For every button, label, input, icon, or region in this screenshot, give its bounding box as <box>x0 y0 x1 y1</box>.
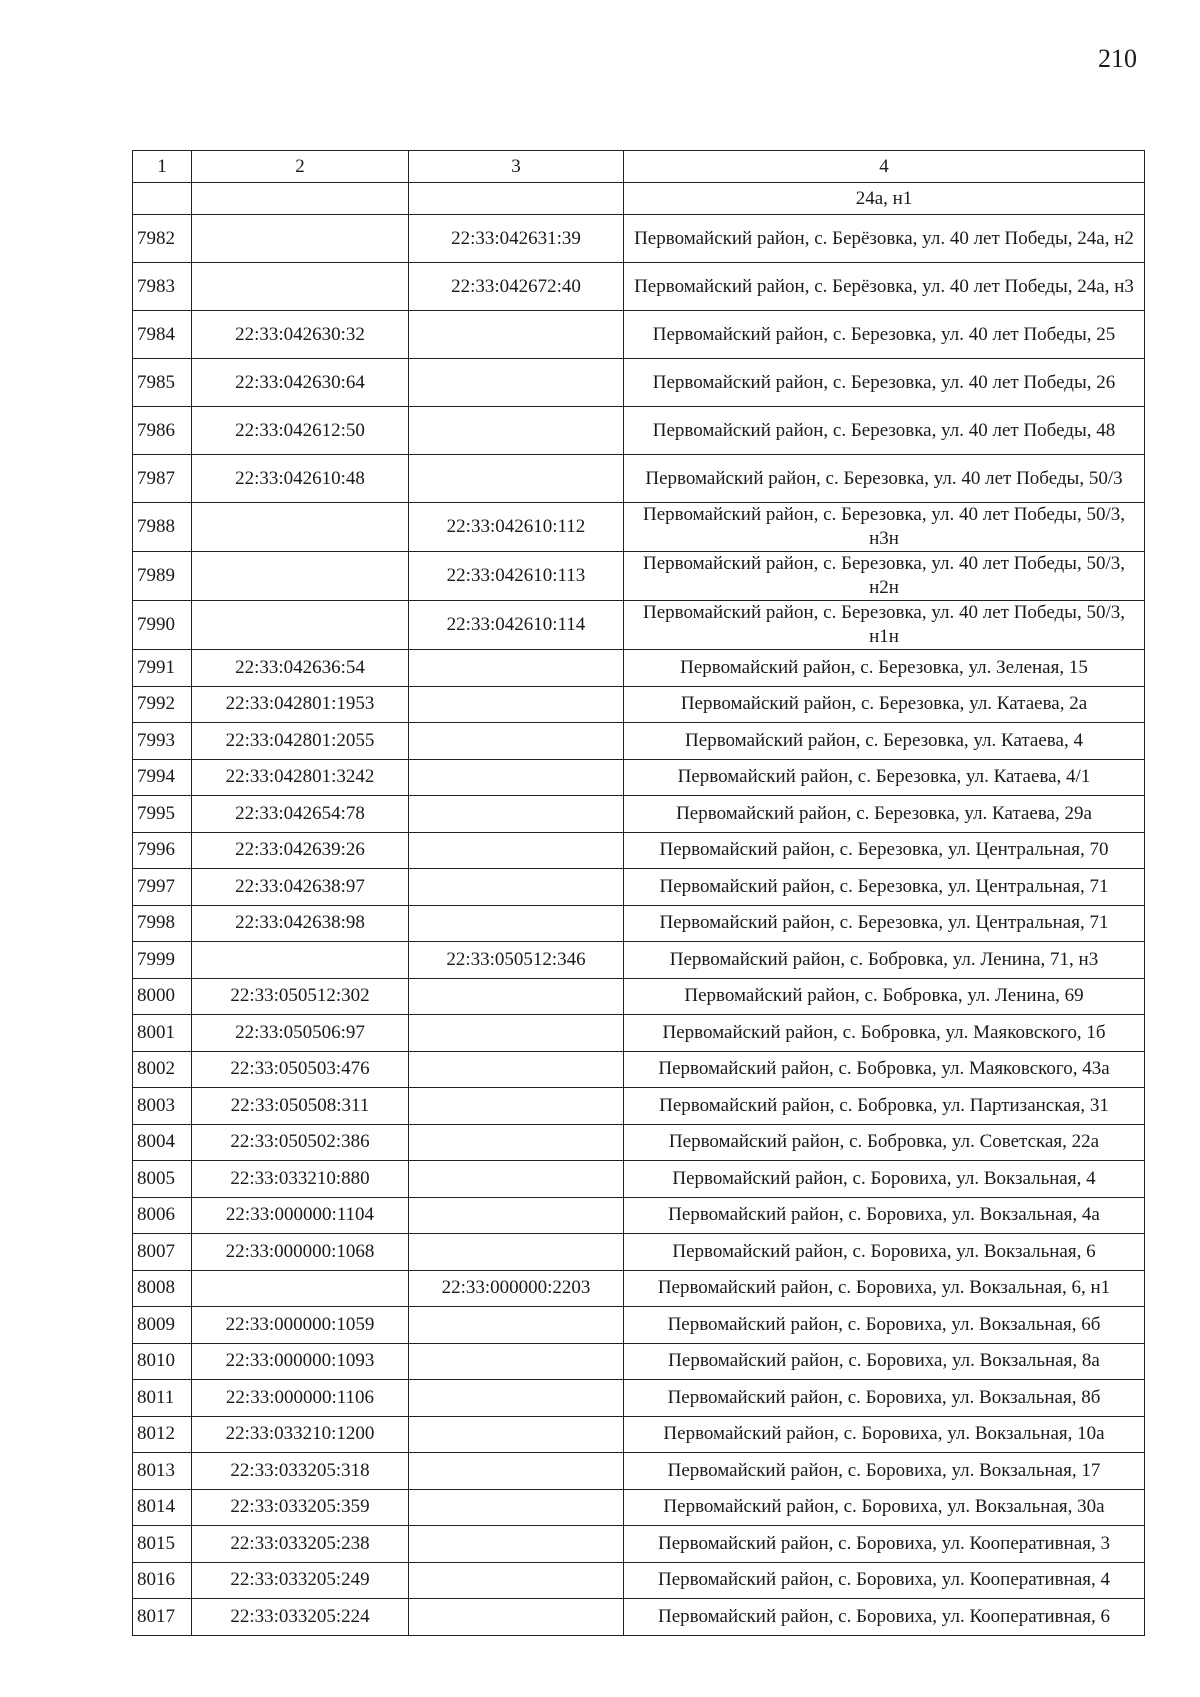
cadastral-number-cell <box>192 601 409 650</box>
address-cell: Первомайский район, с. Березовка, ул. Катаева, 29а <box>624 796 1145 833</box>
column-header-2: 2 <box>192 151 409 183</box>
object-number-cell <box>409 686 624 723</box>
cadastral-number-cell <box>192 552 409 601</box>
row-number-cell: 8012 <box>133 1416 192 1453</box>
table-row <box>133 311 1145 359</box>
object-number-cell <box>409 455 624 503</box>
object-number-cell <box>409 1015 624 1052</box>
object-number-cell <box>409 832 624 869</box>
address-cell: Первомайский район, с. Березовка, ул. Центральная, 70 <box>624 832 1145 869</box>
object-number-cell <box>409 1416 624 1453</box>
address-cell: Первомайский район, с. Березовка, ул. Катаева, 2а <box>624 686 1145 723</box>
table-row <box>133 183 1145 215</box>
row-number-cell: 7985 <box>133 359 192 407</box>
object-number-cell <box>409 978 624 1015</box>
row-number-cell: 7982 <box>133 215 192 263</box>
cadastral-number-cell: 22:33:000000:1106 <box>192 1380 409 1417</box>
address-cell: Первомайский район, с. Березовка, ул. Катаева, 4 <box>624 723 1145 760</box>
table-row <box>133 869 1145 906</box>
address-cell: Первомайский район, с. Березовка, ул. 40 лет Победы, 50/3, н2н <box>624 552 1145 601</box>
object-number-cell <box>409 1234 624 1271</box>
row-number-cell: 7986 <box>133 407 192 455</box>
object-number-cell <box>409 869 624 906</box>
row-number-cell: 7991 <box>133 650 192 687</box>
cadastral-number-cell: 22:33:050508:311 <box>192 1088 409 1125</box>
row-number-cell: 8013 <box>133 1453 192 1490</box>
object-number-cell <box>409 650 624 687</box>
table-row <box>133 407 1145 455</box>
table-row <box>133 686 1145 723</box>
cadastral-number-cell: 22:33:000000:1059 <box>192 1307 409 1344</box>
object-number-cell <box>409 1453 624 1490</box>
address-cell: Первомайский район, с. Березовка, ул. 40 лет Победы, 48 <box>624 407 1145 455</box>
table-row <box>133 1015 1145 1052</box>
object-number-cell <box>409 796 624 833</box>
object-number-cell <box>409 1343 624 1380</box>
address-cell: Первомайский район, с. Березовка, ул. 40 лет Победы, 50/3, н1н <box>624 601 1145 650</box>
row-number-cell: 8003 <box>133 1088 192 1125</box>
object-number-cell: 22:33:042610:113 <box>409 552 624 601</box>
cadastral-number-cell <box>192 183 409 215</box>
table-row <box>133 263 1145 311</box>
object-number-cell <box>409 905 624 942</box>
address-cell: Первомайский район, с. Березовка, ул. 40 лет Победы, 50/3, н3н <box>624 503 1145 552</box>
cadastral-number-cell: 22:33:000000:1093 <box>192 1343 409 1380</box>
object-number-cell: 22:33:042610:112 <box>409 503 624 552</box>
cadastral-number-cell: 22:33:042801:1953 <box>192 686 409 723</box>
column-header-1: 1 <box>133 151 192 183</box>
table-row <box>133 601 1145 650</box>
object-number-cell <box>409 723 624 760</box>
table-row <box>133 359 1145 407</box>
row-number-cell: 7990 <box>133 601 192 650</box>
cadastral-number-cell <box>192 263 409 311</box>
object-number-cell <box>409 1197 624 1234</box>
cadastral-number-cell: 22:33:000000:1104 <box>192 1197 409 1234</box>
cadastral-number-cell: 22:33:033205:224 <box>192 1599 409 1636</box>
row-number-cell: 8006 <box>133 1197 192 1234</box>
table-row <box>133 832 1145 869</box>
table-row <box>133 978 1145 1015</box>
table-row <box>133 1234 1145 1271</box>
table-row <box>133 905 1145 942</box>
table-row <box>133 759 1145 796</box>
address-cell: Первомайский район, с. Березовка, ул. 40 лет Победы, 50/3 <box>624 455 1145 503</box>
object-number-cell <box>409 1526 624 1563</box>
row-number-cell: 8001 <box>133 1015 192 1052</box>
table-row <box>133 552 1145 601</box>
row-number-cell: 8009 <box>133 1307 192 1344</box>
address-cell: Первомайский район, с. Березовка, ул. Центральная, 71 <box>624 905 1145 942</box>
table-row <box>133 215 1145 263</box>
object-number-cell <box>409 359 624 407</box>
address-cell: Первомайский район, с. Березовка, ул. 40 лет Победы, 26 <box>624 359 1145 407</box>
table-row <box>133 1051 1145 1088</box>
object-number-cell <box>409 407 624 455</box>
address-cell: Первомайский район, с. Бобровка, ул. Маяковского, 43а <box>624 1051 1145 1088</box>
address-cell: Первомайский район, с. Бобровка, ул. Советская, 22а <box>624 1124 1145 1161</box>
row-number-cell: 7998 <box>133 905 192 942</box>
address-cell: Первомайский район, с. Боровиха, ул. Вокзальная, 4а <box>624 1197 1145 1234</box>
object-number-cell <box>409 1489 624 1526</box>
object-number-cell <box>409 1599 624 1636</box>
row-number-cell: 8004 <box>133 1124 192 1161</box>
object-number-cell: 22:33:042610:114 <box>409 601 624 650</box>
page-number: 210 <box>1098 44 1137 73</box>
address-cell: Первомайский район, с. Березовка, ул. Зеленая, 15 <box>624 650 1145 687</box>
table-row <box>133 1599 1145 1636</box>
address-cell: Первомайский район, с. Боровиха, ул. Вокзальная, 8а <box>624 1343 1145 1380</box>
address-cell: Первомайский район, с. Боровиха, ул. Вокзальная, 17 <box>624 1453 1145 1490</box>
row-number-cell: 8008 <box>133 1270 192 1307</box>
address-cell: Первомайский район, с. Боровиха, ул. Вокзальная, 4 <box>624 1161 1145 1198</box>
cadastral-number-cell: 22:33:050503:476 <box>192 1051 409 1088</box>
row-number-cell: 8007 <box>133 1234 192 1271</box>
column-header-3: 3 <box>409 151 624 183</box>
row-number-cell: 8015 <box>133 1526 192 1563</box>
table-row <box>133 796 1145 833</box>
table-row <box>133 455 1145 503</box>
row-number-cell: 7997 <box>133 869 192 906</box>
table-row <box>133 1453 1145 1490</box>
address-cell: Первомайский район, с. Боровиха, ул. Кооперативная, 4 <box>624 1562 1145 1599</box>
cadastral-number-cell: 22:33:042801:2055 <box>192 723 409 760</box>
row-number-cell: 7983 <box>133 263 192 311</box>
address-cell: Первомайский район, с. Боровиха, ул. Вокзальная, 6 <box>624 1234 1145 1271</box>
registry-table <box>132 150 1145 1636</box>
table-row <box>133 1343 1145 1380</box>
table-row <box>133 942 1145 979</box>
object-number-cell: 22:33:042672:40 <box>409 263 624 311</box>
object-number-cell <box>409 1380 624 1417</box>
address-cell: Первомайский район, с. Боровиха, ул. Вокзальная, 6б <box>624 1307 1145 1344</box>
object-number-cell <box>409 311 624 359</box>
address-cell: Первомайский район, с. Бобровка, ул. Ленина, 69 <box>624 978 1145 1015</box>
cadastral-number-cell: 22:33:042610:48 <box>192 455 409 503</box>
table-header-row <box>133 151 1145 183</box>
object-number-cell <box>409 1161 624 1198</box>
row-number-cell: 8017 <box>133 1599 192 1636</box>
cadastral-number-cell: 22:33:042636:54 <box>192 650 409 687</box>
row-number-cell: 7984 <box>133 311 192 359</box>
table-row <box>133 1088 1145 1125</box>
cadastral-number-cell: 22:33:050506:97 <box>192 1015 409 1052</box>
object-number-cell <box>409 183 624 215</box>
address-cell: Первомайский район, с. Березовка, ул. 40 лет Победы, 25 <box>624 311 1145 359</box>
row-number-cell: 7996 <box>133 832 192 869</box>
cadastral-number-cell: 22:33:042801:3242 <box>192 759 409 796</box>
cadastral-number-cell: 22:33:033205:318 <box>192 1453 409 1490</box>
row-number-cell: 8011 <box>133 1380 192 1417</box>
table-row <box>133 650 1145 687</box>
cadastral-number-cell: 22:33:033205:238 <box>192 1526 409 1563</box>
cadastral-number-cell: 22:33:042639:26 <box>192 832 409 869</box>
address-cell: Первомайский район, с. Бобровка, ул. Ленина, 71, н3 <box>624 942 1145 979</box>
cadastral-number-cell: 22:33:000000:1068 <box>192 1234 409 1271</box>
row-number-cell: 8002 <box>133 1051 192 1088</box>
row-number-cell: 8000 <box>133 978 192 1015</box>
object-number-cell: 22:33:000000:2203 <box>409 1270 624 1307</box>
row-number-cell: 7993 <box>133 723 192 760</box>
row-number-cell: 7989 <box>133 552 192 601</box>
row-number-cell: 7988 <box>133 503 192 552</box>
row-number-cell: 8010 <box>133 1343 192 1380</box>
table-row <box>133 1307 1145 1344</box>
cadastral-number-cell: 22:33:033205:249 <box>192 1562 409 1599</box>
row-number-cell: 7987 <box>133 455 192 503</box>
object-number-cell: 22:33:042631:39 <box>409 215 624 263</box>
row-number-cell <box>133 183 192 215</box>
cadastral-number-cell: 22:33:033210:1200 <box>192 1416 409 1453</box>
table-row <box>133 1197 1145 1234</box>
cadastral-number-cell: 22:33:033205:359 <box>192 1489 409 1526</box>
address-cell: Первомайский район, с. Берёзовка, ул. 40 лет Победы, 24а, н2 <box>624 215 1145 263</box>
table-row <box>133 1562 1145 1599</box>
object-number-cell <box>409 1562 624 1599</box>
row-number-cell: 8005 <box>133 1161 192 1198</box>
cadastral-number-cell: 22:33:033210:880 <box>192 1161 409 1198</box>
cadastral-number-cell <box>192 942 409 979</box>
row-number-cell: 7999 <box>133 942 192 979</box>
row-number-cell: 7992 <box>133 686 192 723</box>
address-cell: Первомайский район, с. Бобровка, ул. Маяковского, 1б <box>624 1015 1145 1052</box>
table-row <box>133 1380 1145 1417</box>
cadastral-number-cell: 22:33:042630:32 <box>192 311 409 359</box>
cadastral-number-cell: 22:33:042638:98 <box>192 905 409 942</box>
table-row <box>133 1124 1145 1161</box>
object-number-cell <box>409 1051 624 1088</box>
row-number-cell: 8014 <box>133 1489 192 1526</box>
address-cell: 24а, н1 <box>624 183 1145 215</box>
object-number-cell: 22:33:050512:346 <box>409 942 624 979</box>
table-row <box>133 1416 1145 1453</box>
address-cell: Первомайский район, с. Боровиха, ул. Кооперативная, 6 <box>624 1599 1145 1636</box>
cadastral-number-cell: 22:33:042630:64 <box>192 359 409 407</box>
column-header-4: 4 <box>624 151 1145 183</box>
row-number-cell: 8016 <box>133 1562 192 1599</box>
address-cell: Первомайский район, с. Боровиха, ул. Вокзальная, 6, н1 <box>624 1270 1145 1307</box>
address-cell: Первомайский район, с. Боровиха, ул. Вокзальная, 30а <box>624 1489 1145 1526</box>
table-row <box>133 503 1145 552</box>
cadastral-number-cell <box>192 215 409 263</box>
object-number-cell <box>409 759 624 796</box>
table-row <box>133 1270 1145 1307</box>
address-cell: Первомайский район, с. Боровиха, ул. Кооперативная, 3 <box>624 1526 1145 1563</box>
address-cell: Первомайский район, с. Бобровка, ул. Партизанская, 31 <box>624 1088 1145 1125</box>
table-row <box>133 723 1145 760</box>
table-row <box>133 1526 1145 1563</box>
address-cell: Первомайский район, с. Березовка, ул. Катаева, 4/1 <box>624 759 1145 796</box>
address-cell: Первомайский район, с. Березовка, ул. Центральная, 71 <box>624 869 1145 906</box>
object-number-cell <box>409 1124 624 1161</box>
cadastral-number-cell: 22:33:042638:97 <box>192 869 409 906</box>
cadastral-number-cell <box>192 503 409 552</box>
object-number-cell <box>409 1088 624 1125</box>
table-row <box>133 1489 1145 1526</box>
cadastral-number-cell <box>192 1270 409 1307</box>
cadastral-number-cell: 22:33:050502:386 <box>192 1124 409 1161</box>
row-number-cell: 7994 <box>133 759 192 796</box>
cadastral-number-cell: 22:33:050512:302 <box>192 978 409 1015</box>
address-cell: Первомайский район, с. Боровиха, ул. Вокзальная, 8б <box>624 1380 1145 1417</box>
cadastral-number-cell: 22:33:042654:78 <box>192 796 409 833</box>
address-cell: Первомайский район, с. Берёзовка, ул. 40 лет Победы, 24а, н3 <box>624 263 1145 311</box>
address-cell: Первомайский район, с. Боровиха, ул. Вокзальная, 10а <box>624 1416 1145 1453</box>
table-body <box>133 183 1145 1636</box>
row-number-cell: 7995 <box>133 796 192 833</box>
table-row <box>133 1161 1145 1198</box>
cadastral-number-cell: 22:33:042612:50 <box>192 407 409 455</box>
object-number-cell <box>409 1307 624 1344</box>
